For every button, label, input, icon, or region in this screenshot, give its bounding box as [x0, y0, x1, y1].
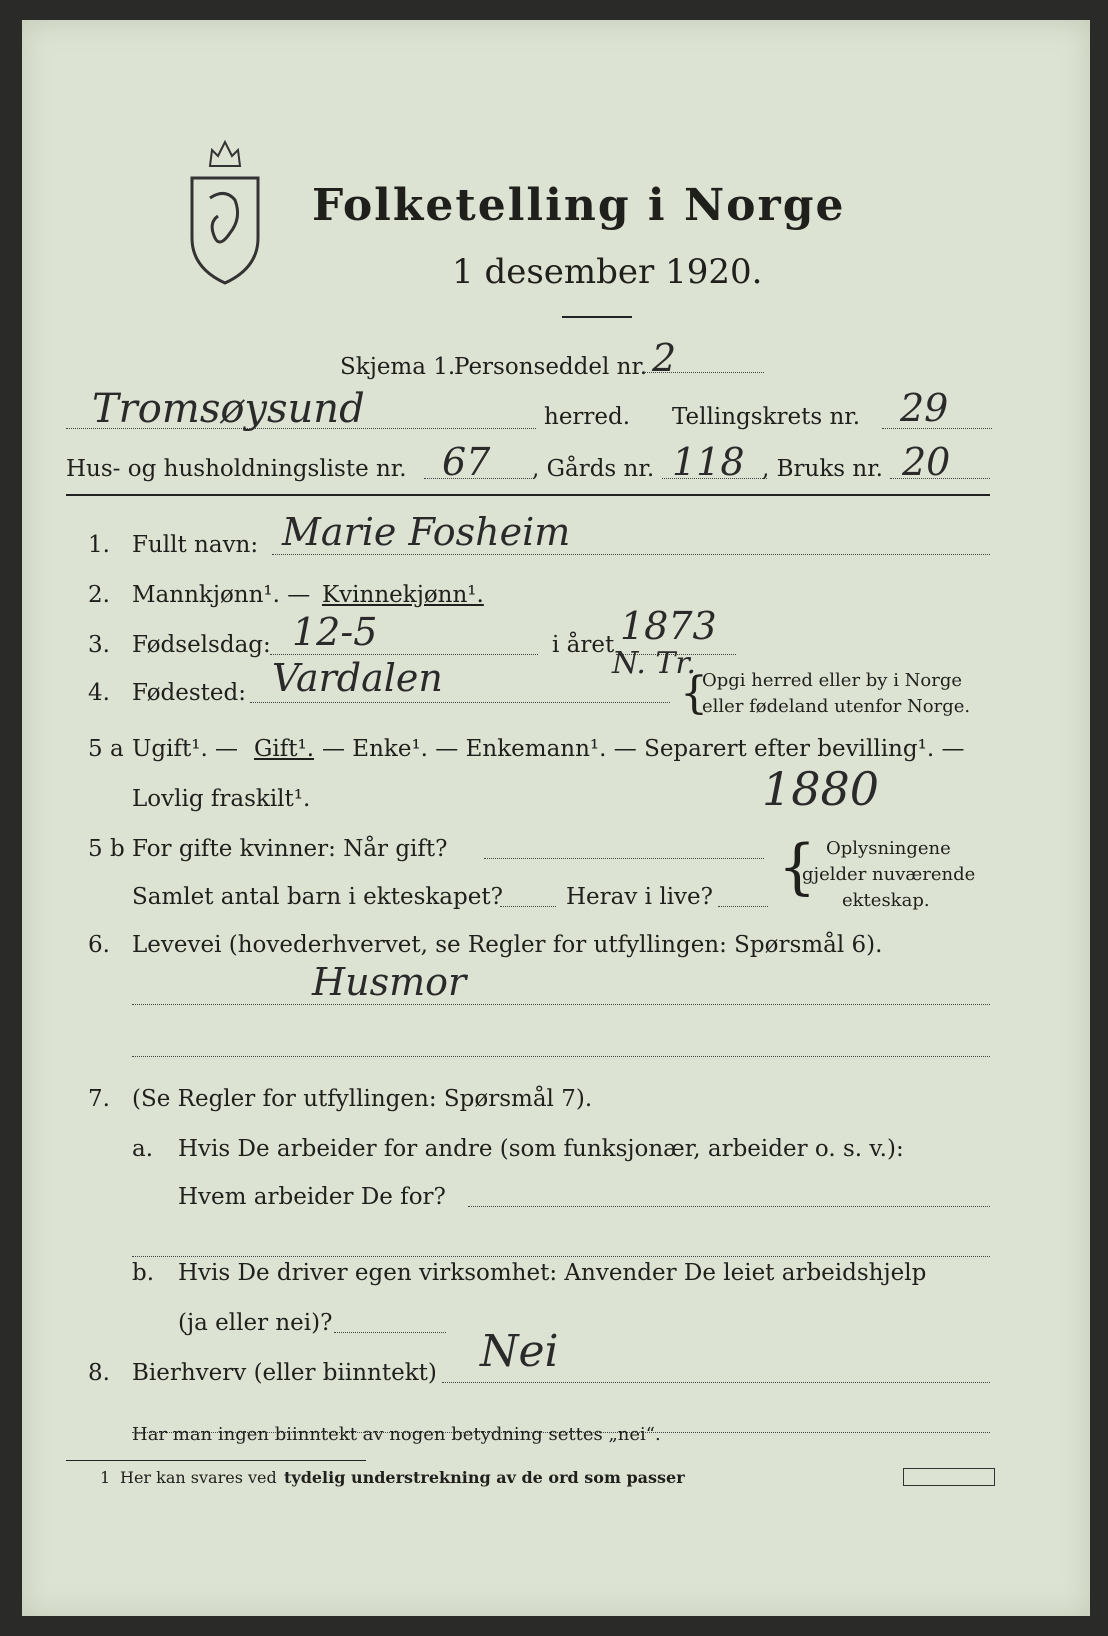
- q6-number: 6.: [88, 932, 110, 958]
- q4-label: Fødested:: [132, 680, 247, 706]
- husliste-label: Hus- og husholdningsliste nr.: [66, 456, 407, 482]
- header-divider: [66, 494, 990, 496]
- skjema-label: Skjema 1.: [340, 354, 456, 380]
- bruks-label: , Bruks nr.: [762, 456, 883, 482]
- q5b-alive-line: [718, 906, 768, 907]
- q3-number: 3.: [88, 632, 110, 658]
- q3-line: [270, 654, 538, 655]
- census-form: [22, 20, 1090, 1616]
- q7a-label-1: Hvis De arbeider for andre (som funksjonær, arbeider o. s. v.):: [178, 1136, 904, 1162]
- q7b-label-1: Hvis De driver egen virksomhet: Anvender De leiet arbeidshjelp: [178, 1260, 927, 1286]
- q8-number: 8.: [88, 1360, 110, 1386]
- q7b-letter: b.: [132, 1260, 155, 1286]
- q5a-label-3: Lovlig fraskilt¹.: [132, 786, 311, 812]
- q5b-number: 5 b: [88, 836, 125, 862]
- q3-label: Fødselsdag:: [132, 632, 271, 658]
- footnote-divider: [66, 1460, 366, 1461]
- bruks-value: 20: [902, 440, 951, 484]
- q7a-label-2: Hvem arbeider De for?: [178, 1184, 446, 1210]
- biinntekt-note: Har man ingen biinntekt av nogen betydning settes „nei“.: [132, 1424, 661, 1445]
- q5b-married-line: [484, 858, 764, 859]
- census-date: 1 desember 1920.: [452, 252, 763, 292]
- title-divider: [562, 316, 632, 318]
- personseddel-label: Personseddel nr.: [454, 354, 648, 380]
- q4-note-1: Opgi herred eller by i Norge: [702, 670, 963, 691]
- footnote-number: 1: [100, 1468, 111, 1487]
- q2-label: Mannkjønn¹. —: [132, 582, 311, 608]
- q4-line: [250, 702, 670, 703]
- q1-label: Fullt navn:: [132, 532, 259, 558]
- q7a-line-1: [468, 1206, 990, 1207]
- q8-value: Nei: [480, 1326, 559, 1377]
- q5b-label-1: For gifte kvinner: Når gift?: [132, 836, 448, 862]
- q5b-note-1: Oplysningene: [826, 838, 951, 859]
- q4-number: 4.: [88, 680, 110, 706]
- husliste-value: 67: [442, 440, 491, 484]
- form-title: Folketelling i Norge: [312, 180, 846, 231]
- q8-label: Bierhverv (eller biinntekt): [132, 1360, 437, 1386]
- q6-value: Husmor: [312, 960, 467, 1004]
- q7b-label-2: (ja eller nei)?: [178, 1310, 333, 1336]
- q4-brace: {: [680, 668, 708, 719]
- footnote-bold: tydelig understrekning av de ord som passer: [284, 1468, 685, 1487]
- personseddel-value: 2: [652, 336, 677, 380]
- q5a-label-1: Ugift¹. —: [132, 736, 239, 762]
- gaards-label: , Gårds nr.: [532, 456, 655, 482]
- q5b-label-2: Samlet antal barn i ekteskapet?: [132, 884, 503, 910]
- q5b-note-3: ekteskap.: [842, 890, 930, 911]
- q5a-selected: Gift¹.: [254, 736, 315, 762]
- q5a-year-value: 1880: [762, 762, 880, 816]
- q7-label: (Se Regler for utfyllingen: Spørsmål 7).: [132, 1086, 593, 1112]
- q1-number: 1.: [88, 532, 110, 558]
- q3-year-label: i året: [552, 632, 615, 658]
- q8-line-1: [442, 1382, 990, 1383]
- tellingskrets-value: 29: [900, 386, 949, 430]
- q7-number: 7.: [88, 1086, 110, 1112]
- q6-line-1: [132, 1004, 990, 1005]
- q2-selected: Kvinnekjønn¹.: [322, 582, 484, 608]
- q7a-line-2: [132, 1256, 990, 1257]
- footnote-text: Her kan svares ved: [120, 1468, 277, 1487]
- q3-year-value: 1873: [620, 604, 717, 648]
- q5b-children-line: [500, 906, 556, 907]
- herred-value: Tromsøysund: [92, 386, 365, 432]
- q5a-number: 5 a: [88, 736, 124, 762]
- gaards-value: 118: [672, 440, 745, 484]
- q2-number: 2.: [88, 582, 110, 608]
- printer-stamp: [903, 1468, 995, 1486]
- q4-extra: N. Tr.: [612, 646, 696, 681]
- q1-value: Marie Fosheim: [282, 510, 571, 554]
- q5b-brace: {: [778, 832, 817, 902]
- q1-line: [272, 554, 990, 555]
- q5a-label-2: — Enke¹. — Enkemann¹. — Separert efter bevilling¹. —: [322, 736, 965, 762]
- coat-of-arms-icon: [180, 128, 270, 288]
- q4-note-2: eller fødeland utenfor Norge.: [702, 696, 971, 717]
- q6-line-2: [132, 1056, 990, 1057]
- q7a-letter: a.: [132, 1136, 154, 1162]
- tellingskrets-label: Tellingskrets nr.: [672, 404, 861, 430]
- q4-value: Vardalen: [272, 656, 443, 700]
- q6-label: Levevei (hovederhvervet, se Regler for utfyllingen: Spørsmål 6).: [132, 932, 883, 958]
- q5b-note-2: gjelder nuværende: [802, 864, 976, 885]
- q7b-line: [334, 1332, 446, 1333]
- q3-value: 12-5: [292, 610, 378, 654]
- q5b-label-3: Herav i live?: [566, 884, 713, 910]
- herred-label: herred.: [544, 404, 631, 430]
